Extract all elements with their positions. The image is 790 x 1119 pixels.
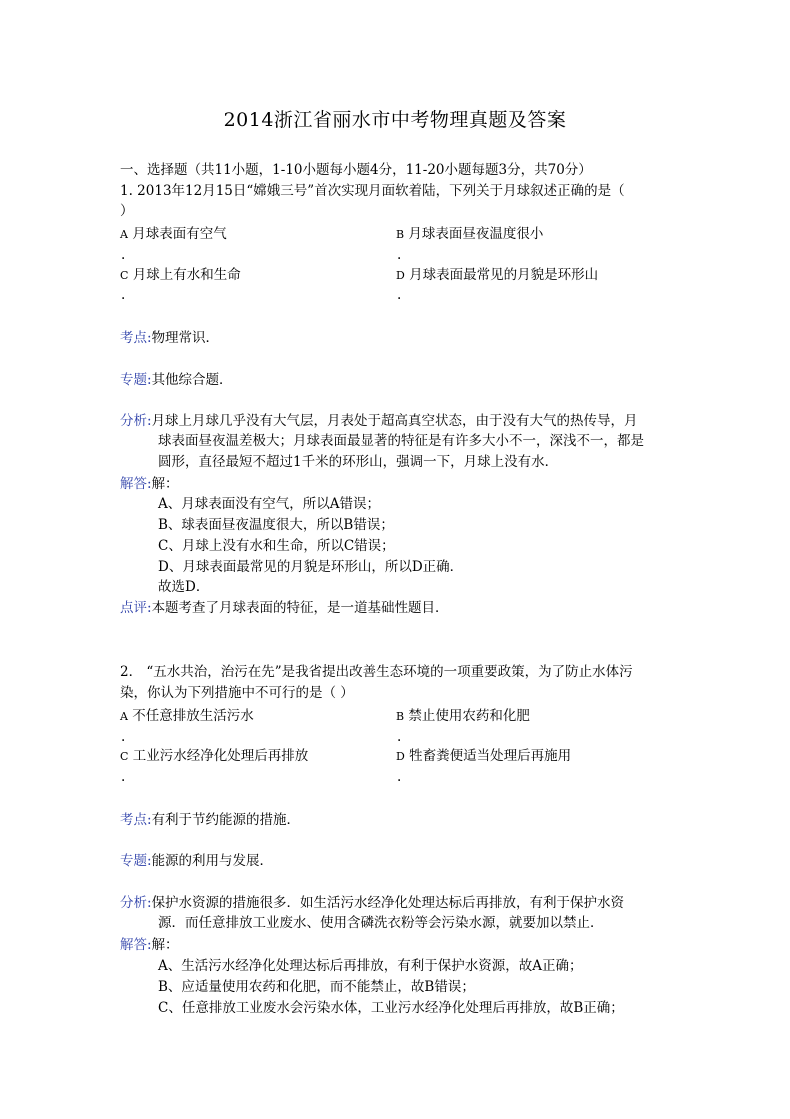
question-2-option-b [396, 706, 530, 727]
jieda-line: 故选D． [158, 579, 210, 595]
option-text: 月球上有水和生命 [132, 267, 241, 283]
question-2-option-c [120, 746, 308, 767]
zhuanti-label: 专题: [120, 853, 152, 869]
option-letter: B [396, 710, 405, 723]
jieda-line: A、月球表面没有空气，所以A错误； [158, 496, 380, 512]
option-letter: D [396, 269, 405, 282]
option-dot: . [121, 247, 126, 263]
jieda-line: 解： [151, 476, 179, 492]
option-text: 禁止使用农药和化肥 [408, 708, 530, 724]
fenxi-label: 分析: [120, 413, 152, 429]
fenxi-line: 保护水资源的措施很多．如生活污水经净化处理达标后再排放，有利于保护水资 [151, 895, 625, 911]
option-dot: . [121, 769, 126, 785]
option-dot: . [397, 247, 402, 263]
option-text: 不任意排放生活污水 [132, 708, 254, 724]
option-letter: C [120, 269, 129, 282]
option-text: 月球表面昼夜温度很小 [408, 226, 544, 242]
fenxi-label: 分析: [120, 895, 152, 911]
option-text: 月球表面有空气 [132, 226, 227, 242]
zhuanti-text: 能源的利用与发展． [151, 853, 274, 869]
zhuanti-label: 专题: [120, 372, 152, 388]
fenxi-row [120, 411, 638, 431]
question-1-stem-line2: ） [120, 203, 134, 219]
jieda-line: C、月球上没有水和生命，所以C错误； [158, 538, 395, 554]
zhuanti-row [120, 851, 273, 871]
kaodian-row [120, 328, 219, 348]
option-letter: A [120, 710, 128, 723]
zhuanti-text: 其他综合题． [151, 372, 233, 388]
dianping-row [120, 598, 449, 618]
section-header: 一、选择题（共11小题，1-10小题每小题4分，11-20小题每题3分，共70分） [120, 162, 592, 178]
kaodian-label: 考点: [120, 330, 152, 346]
fenxi-line: 月球上月球几乎没有大气层，月表处于超高真空状态，由于没有大气的热传导，月 [151, 413, 638, 429]
kaodian-label: 考点: [120, 812, 152, 828]
option-dot: . [397, 287, 402, 303]
jieda-line: C、任意排放工业废水会污染水体，工业污水经净化处理后再排放，故B正确； [158, 1000, 624, 1016]
fenxi-line: 球表面昼夜温差极大；月球表面最显著的特征是有许多大小不一，深浅不一，都是 [158, 433, 644, 449]
kaodian-row [120, 810, 300, 830]
zhuanti-row [120, 370, 233, 390]
option-dot: . [397, 769, 402, 785]
question-1-option-a [120, 224, 227, 245]
fenxi-line: 圆形，直径最短不超过1千米的环形山，强调一下，月球上没有水． [158, 454, 559, 470]
question-1-option-b [396, 224, 543, 245]
question-1-option-d [396, 265, 598, 286]
jieda-line: D、月球表面最常见的月貌是环形山，所以D正确． [158, 559, 464, 575]
jieda-line: B、球表面昼夜温度很大，所以B错误； [158, 517, 394, 533]
jieda-line: A、生活污水经净化处理达标后再排放，有利于保护水资源，故A正确； [158, 958, 583, 974]
jieda-line: 解： [151, 937, 179, 953]
question-1-stem-line1: 1. 2013年12月15日“嫦娥三号”首次实现月面软着陆，下列关于月球叙述正确的是（ [120, 183, 625, 199]
dianping-text: 本题考查了月球表面的特征，是一道基础性题目． [151, 600, 449, 616]
option-letter: C [120, 750, 129, 763]
question-1-option-c [120, 265, 241, 286]
question-2-option-a [120, 706, 254, 727]
question-2-stem-line2: 染，你认为下列措施中不可行的是（ ） [120, 685, 354, 701]
option-text: 工业污水经净化处理后再排放 [132, 748, 309, 764]
jieda-row [120, 935, 179, 955]
option-letter: D [396, 750, 405, 763]
page-title: 2014浙江省丽水市中考物理真题及答案 [223, 109, 567, 131]
kaodian-text: 有利于节约能源的措施． [151, 812, 301, 828]
option-dot: . [121, 729, 126, 745]
jieda-line: B、应适量使用农药和化肥，而不能禁止，故B错误； [158, 979, 475, 995]
dianping-label: 点评: [120, 600, 152, 616]
fenxi-line: 源．而任意排放工业废水、使用含磷洗衣粉等会污染水源，就要加以禁止． [158, 915, 604, 931]
question-2-option-d [396, 746, 571, 767]
option-dot: . [121, 287, 126, 303]
option-text: 月球表面最常见的月貌是环形山 [409, 267, 599, 283]
jieda-label: 解答: [120, 937, 152, 953]
question-2-stem-line1: 2． “五水共治，治污在先”是我省提出改善生态环境的一项重要政策，为了防止水体污 [120, 664, 633, 680]
option-letter: A [120, 228, 128, 241]
option-text: 牲畜粪便适当处理后再施用 [409, 748, 572, 764]
jieda-label: 解答: [120, 476, 152, 492]
jieda-row [120, 474, 179, 494]
kaodian-text: 物理常识． [151, 330, 220, 346]
fenxi-row [120, 893, 624, 913]
option-dot: . [397, 729, 402, 745]
option-letter: B [396, 228, 405, 241]
